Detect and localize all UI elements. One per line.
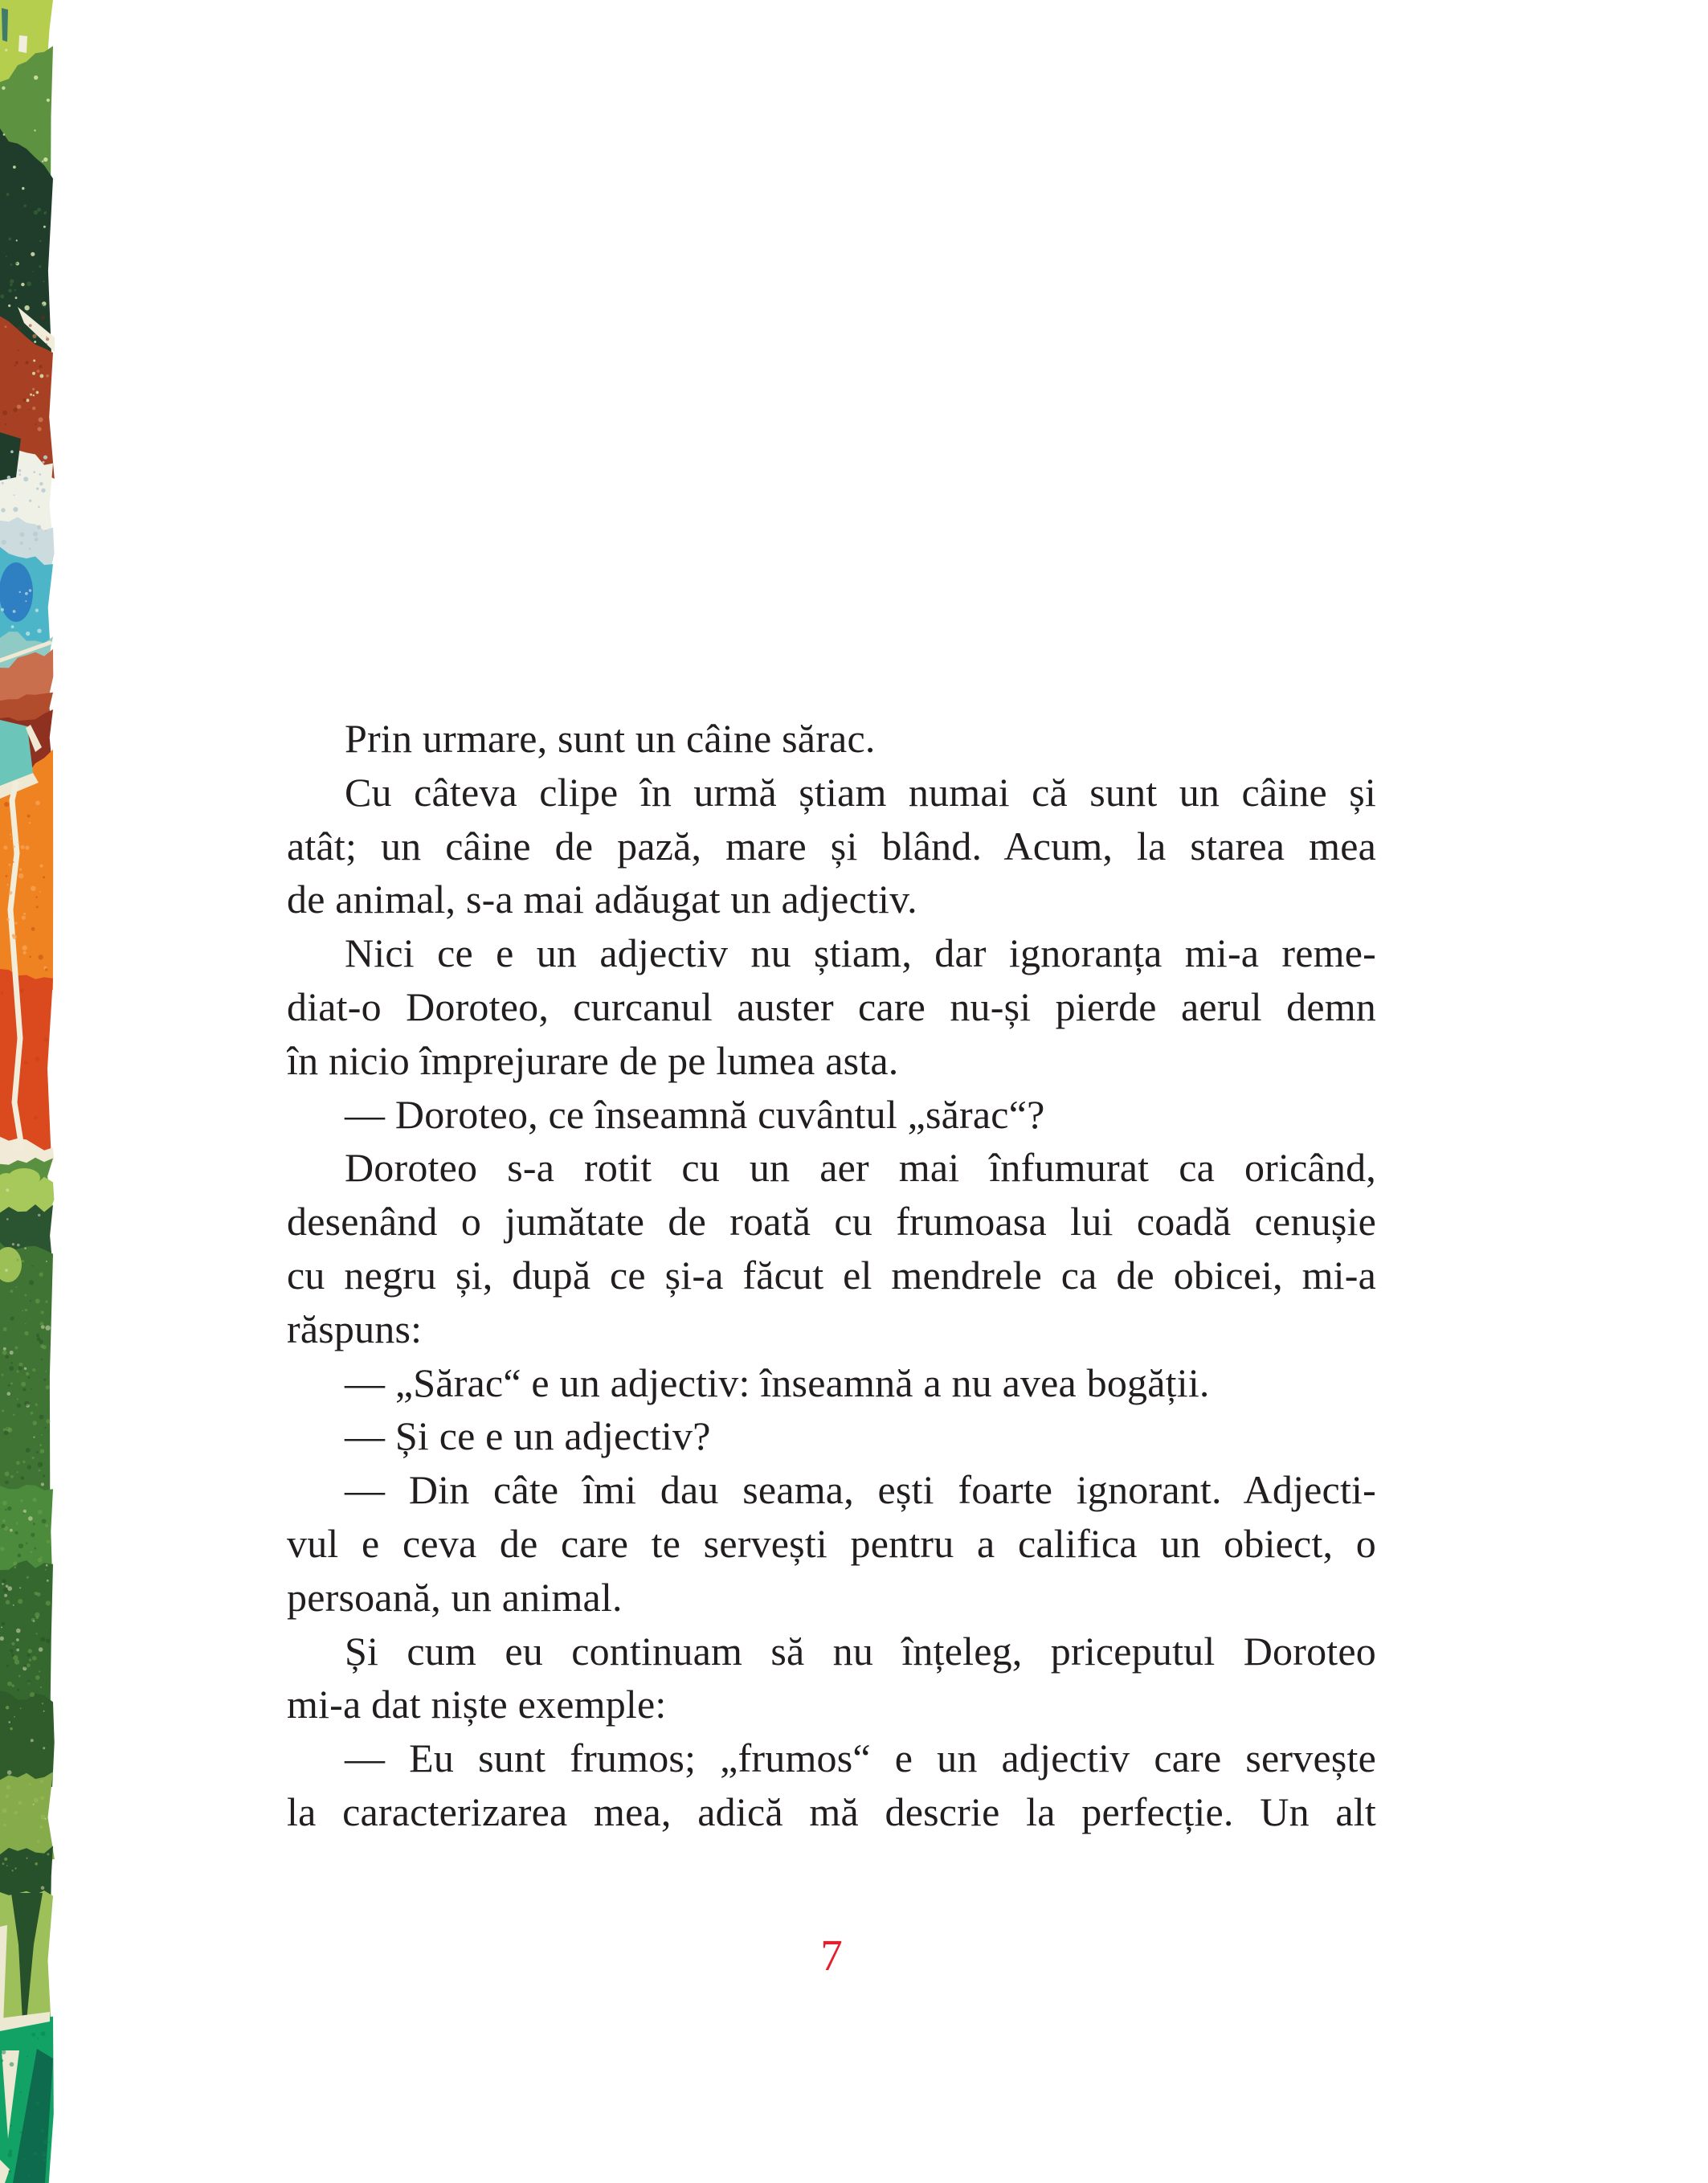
artwork-canvas: [0, 0, 56, 2183]
text-line: atât; un câine de pază, mare și blând. Acum, la starea mea: [287, 823, 1376, 869]
text-line: Prin urmare, sunt un câine sărac.: [345, 716, 876, 761]
text-line: răspuns:: [287, 1306, 423, 1351]
paragraph: [287, 1409, 1376, 1463]
text-line: — Doroteo, ce înseamnă cuvântul „sărac“?: [345, 1091, 1045, 1137]
text-line: Nici ce e un adjectiv nu știam, dar ignoranța mi-a reme-: [345, 930, 1376, 976]
page-text: [287, 712, 1376, 1839]
text-line: persoană, un animal.: [287, 1574, 623, 1620]
paragraph: [287, 1356, 1376, 1410]
text-line: în nicio împrejurare de pe lumea asta.: [287, 1037, 899, 1083]
paragraph: [287, 926, 1376, 1087]
text-line: desenând o jumătate de roată cu frumoasa lui coadă cenușie: [287, 1199, 1376, 1245]
page-number: 7: [820, 1931, 843, 1980]
text-line: Doroteo s-a rotit cu un aer mai înfumurat ca oricând,: [345, 1145, 1376, 1191]
text-line: — Și ce e un adjectiv?: [345, 1413, 711, 1459]
text-line: Cu câteva clipe în urmă știam numai că sunt un câine și: [345, 769, 1376, 815]
text-line: — Din câte îmi dau seama, ești foarte ignorant. Adjecti-: [345, 1467, 1376, 1513]
text-line: vul e ceva de care te servești pentru a califica un obiect, o: [287, 1520, 1376, 1566]
text-line: diat-o Doroteo, curcanul auster care nu-și pierde aerul demn: [287, 983, 1376, 1029]
text-line: mi-a dat niște exemple:: [287, 1682, 667, 1727]
text-line: la caracterizarea mea, adică mă descrie la perfecție. Un alt: [287, 1789, 1376, 1834]
paragraph: [287, 766, 1376, 926]
paragraph: [287, 1731, 1376, 1839]
paragraph: [287, 1141, 1376, 1355]
text-line: — „Sărac“ e un adjectiv: înseamnă a nu avea bogății.: [345, 1359, 1210, 1405]
text-line: de animal, s-a mai adăugat un adjectiv.: [287, 877, 917, 922]
text-line: Și cum eu continuam să nu înțeleg, priceputul Doroteo: [345, 1628, 1376, 1674]
paragraph: [287, 1088, 1376, 1142]
text-line: cu negru și, după ce și-a făcut el mendrele ca de obicei, mi-a: [287, 1252, 1376, 1298]
text-line: — Eu sunt frumos; „frumos“ e un adjectiv care servește: [345, 1735, 1376, 1781]
paragraph: [287, 1463, 1376, 1624]
decorative-left-artwork: [0, 0, 56, 2183]
paragraph: [287, 1625, 1376, 1732]
paragraph: [287, 712, 1376, 766]
